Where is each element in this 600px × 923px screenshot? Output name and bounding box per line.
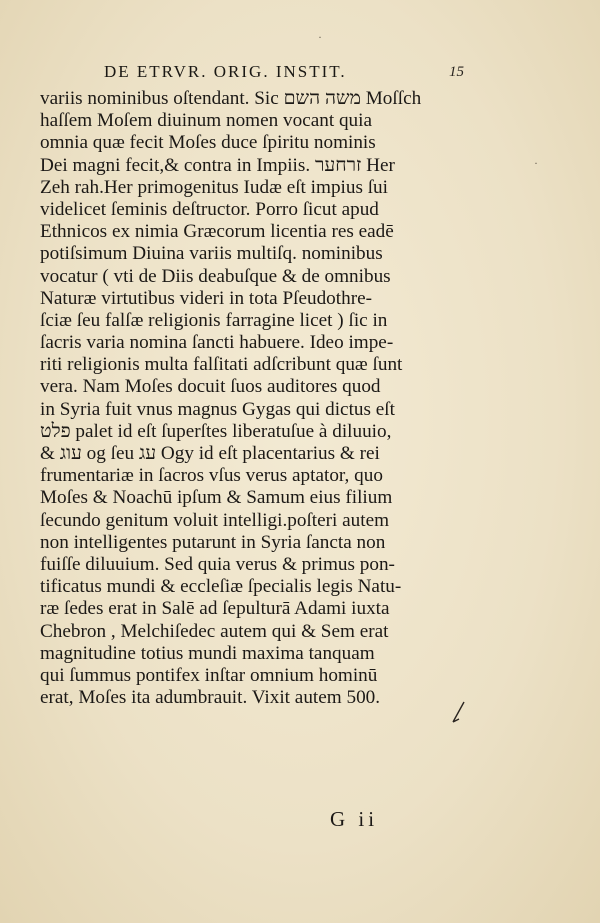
signature-mark: G ii bbox=[330, 807, 379, 831]
text-line: tificatus mundi & eccleſiæ ſpecialis legis Natu- bbox=[40, 576, 402, 598]
text-line: in Syria fuit vnus magnus Gygas qui dictus eſt bbox=[40, 398, 395, 420]
text-line: non intelligentes putarunt in Syria ſancta non bbox=[40, 531, 386, 553]
text-line: פלט palet id eſt ſuperſtes liberatuſue à diluuio, bbox=[40, 420, 392, 442]
text-line: vera. Nam Moſes docuit ſuos auditores quod bbox=[40, 376, 381, 398]
text-line: omnia quæ fecit Moſes duce ſpiritu nominis bbox=[40, 132, 376, 154]
text-line: videlicet ſeminis deſtructor. Porro ſicut apud bbox=[40, 198, 379, 220]
margin-tick: · bbox=[534, 156, 538, 170]
text-line: Naturæ virtutibus videri in tota Pſeudothre- bbox=[40, 287, 372, 309]
margin-tick: · bbox=[318, 30, 322, 44]
marginal-slash-mark bbox=[447, 698, 467, 738]
text-line: Zeh rah.Her primogenitus Iudæ eſt impius ſui bbox=[40, 176, 388, 198]
text-line: Dei magni fecit,& contra in Impiis. זרחער Her bbox=[40, 154, 395, 176]
text-line: Ethnicos ex nimia Græcorum licentia res eadē bbox=[40, 221, 394, 243]
text-line: haſſem Moſem diuinum nomen vocant quia bbox=[40, 110, 372, 132]
text-line: Moſes & Noachū ipſum & Samum eius filium bbox=[40, 487, 393, 509]
text-line: fuiſſe diluuium. Sed quia verus & primus pon- bbox=[40, 553, 395, 575]
page-number: 15 bbox=[449, 64, 464, 80]
text-line: frumentariæ in ſacros vſus verus aptator, quo bbox=[40, 465, 383, 487]
text-line: Chebron , Melchiſedec autem qui & Sem erat bbox=[40, 620, 389, 642]
text-line: erat, Moſes ita adumbrauit. Vixit autem 500. bbox=[40, 687, 381, 709]
text-line: ſecundo genitum voluit intelligi.poſteri autem bbox=[40, 509, 390, 531]
text-line: ſacris varia nomina ſancti habuere. Ideo impe- bbox=[40, 332, 394, 354]
text-line: potiſsimum Diuina variis multiſq. nominibus bbox=[40, 243, 383, 265]
text-line: & עוג og ſeu עג Ogy id eſt placentarius & rei bbox=[40, 443, 380, 464]
text-line: riti religionis multa falſitati adſcribunt quæ ſunt bbox=[40, 354, 403, 376]
text-line: magnitudine totius mundi maxima tanquam bbox=[40, 642, 375, 664]
text-line: ſciæ ſeu falſæ religionis farragine licet ) ſic in bbox=[40, 309, 388, 331]
text-line: qui ſummus pontifex inſtar omnium hominū bbox=[40, 664, 378, 686]
text-line: ræ ſedes erat in Salē ad ſepulturā Adami iuxta bbox=[40, 598, 390, 620]
text-line: variis nominibus oſtendant. Sic משה השם Moſſch bbox=[40, 88, 422, 109]
running-head: DE ETRVR. ORIG. INSTIT. bbox=[104, 62, 347, 81]
text-line: vocatur ( vti de Diis deabuſque & de omnibus bbox=[40, 265, 391, 287]
body-text bbox=[40, 88, 465, 709]
